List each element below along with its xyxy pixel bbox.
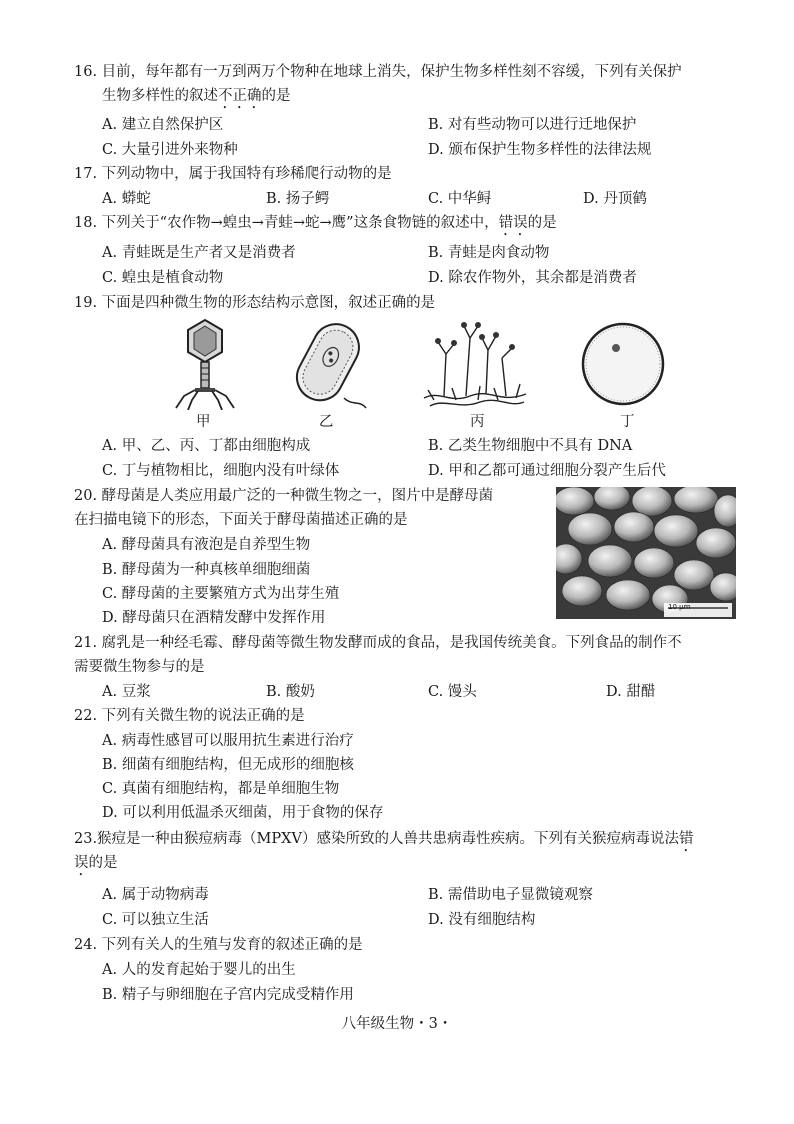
q16-option-a: A. 建立自然保护区 — [102, 117, 224, 133]
page-footer: 八年级生物・3・ — [341, 1016, 453, 1032]
figure-label-bing: 丙 — [470, 414, 485, 430]
q19-option-b: B. 乙类生物细胞中不具有 DNA — [428, 438, 633, 454]
micrograph-scale-label: 10 μm — [668, 603, 691, 611]
q16-option-b: B. 对有些动物可以进行迁地保护 — [428, 117, 637, 133]
q18-option-b: B. 青蛙是肉食动物 — [428, 245, 550, 261]
q23-option-c: C. 可以独立生活 — [102, 912, 209, 928]
q21-option-c: C. 馒头 — [428, 684, 477, 700]
q19-option-a: A. 甲、乙、丙、丁都由细胞构成 — [102, 438, 311, 454]
emphasis-wrong-2: 误 — [74, 855, 89, 871]
q20-option-d: D. 酵母菌只在酒精发酵中发挥作用 — [102, 610, 326, 626]
q21-option-a: A. 豆浆 — [102, 684, 151, 700]
q16-stem-line2: 生物多样性的叙述不正确的是 — [102, 88, 291, 104]
q19-option-c: C. 丁与植物相比，细胞内没有叶绿体 — [102, 463, 340, 479]
q20-stem-line2: 在扫描电镜下的形态，下面关于酵母菌描述正确的是 — [74, 512, 408, 528]
q22-option-d: D. 可以利用低温杀灭细菌，用于食物的保存 — [102, 805, 384, 821]
q18-option-d: D. 除农作物外，其余都是消费者 — [428, 270, 637, 286]
q20-stem-line1: 20. 酵母菌是人类应用最广泛的一种微生物之一，图片中是酵母菌 — [74, 488, 494, 504]
q23-option-b: B. 需借助电子显微镜观察 — [428, 887, 593, 903]
q21-stem-line1: 21. 腐乳是一种经毛霉、酵母菌等微生物发酵而成的食品，是我国传统美食。下列食品的制作不 — [74, 635, 682, 651]
figure-label-yi: 乙 — [319, 414, 334, 430]
q23-stem-line1: 23.猴痘是一种由猴痘病毒（MPXV）感染所致的人兽共患病毒性疾病。下列有关猴痘病毒说法错 — [74, 831, 694, 847]
q22-option-c: C. 真菌有细胞结构，都是单细胞生物 — [102, 781, 340, 797]
yeast-micrograph-image — [556, 487, 736, 619]
figure-label-ding: 丁 — [620, 414, 635, 430]
q24-option-b: B. 精子与卵细胞在子宫内完成受精作用 — [102, 987, 354, 1003]
emphasis-not-correct: 不正确 — [218, 88, 262, 104]
emphasis-wrong-1: 错 — [678, 831, 694, 847]
q18-option-a: A. 青蛙既是生产者又是消费者 — [102, 245, 296, 261]
q17-option-b: B. 扬子鳄 — [266, 191, 330, 207]
q17-option-d: D. 丹顶鹤 — [583, 191, 647, 207]
q21-option-d: D. 甜醋 — [606, 684, 656, 700]
q20-option-c: C. 酵母菌的主要繁殖方式为出芽生殖 — [102, 586, 340, 602]
q21-option-b: B. 酸奶 — [266, 684, 315, 700]
q16-stem-line1: 16. 目前，每年都有一万到两万个物种在地球上消失，保护生物多样性刻不容缓，下列有关保护 — [74, 64, 682, 80]
q23-option-a: A. 属于动物病毒 — [102, 887, 209, 903]
mold-illustration — [420, 318, 530, 410]
emphasis-wrong: 错误 — [498, 215, 528, 231]
q19-option-d: D. 甲和乙都可通过细胞分裂产生后代 — [428, 463, 666, 479]
q22-option-a: A. 病毒性感冒可以服用抗生素进行治疗 — [102, 733, 354, 749]
bacterium-illustration — [282, 318, 372, 410]
figure-label-jia: 甲 — [196, 414, 211, 430]
q16-option-c: C. 大量引进外来物种 — [102, 142, 238, 158]
q17-option-a: A. 蟒蛇 — [102, 191, 151, 207]
q23-stem-line2: 误的是 — [74, 855, 118, 871]
q18-option-c: C. 蝗虫是植食动物 — [102, 270, 224, 286]
q18-stem: 18. 下列关于“农作物→蝗虫→青蛙→蛇→鹰”这条食物链的叙述中，错误的是 — [74, 215, 557, 231]
q16-option-d: D. 颁布保护生物多样性的法律法规 — [428, 142, 652, 158]
q24-option-a: A. 人的发育起始于婴儿的出生 — [102, 962, 296, 978]
q17-option-c: C. 中华鲟 — [428, 191, 492, 207]
q24-stem: 24. 下列有关人的生殖与发育的叙述正确的是 — [74, 937, 363, 953]
q17-stem: 17. 下列动物中，属于我国特有珍稀爬行动物的是 — [74, 166, 392, 182]
yeast-cell-illustration — [578, 318, 668, 410]
q20-option-a: A. 酵母菌具有液泡是自养型生物 — [102, 537, 311, 553]
q20-option-b: B. 酵母菌为一种真核单细胞细菌 — [102, 562, 311, 578]
q22-option-b: B. 细菌有细胞结构，但无成形的细胞核 — [102, 757, 354, 773]
q21-stem-line2: 需要微生物参与的是 — [74, 659, 205, 675]
bacteriophage-illustration — [170, 318, 240, 410]
q23-option-d: D. 没有细胞结构 — [428, 912, 536, 928]
q22-stem: 22. 下列有关微生物的说法正确的是 — [74, 708, 305, 724]
q19-stem: 19. 下面是四种微生物的形态结构示意图，叙述正确的是 — [74, 295, 436, 311]
